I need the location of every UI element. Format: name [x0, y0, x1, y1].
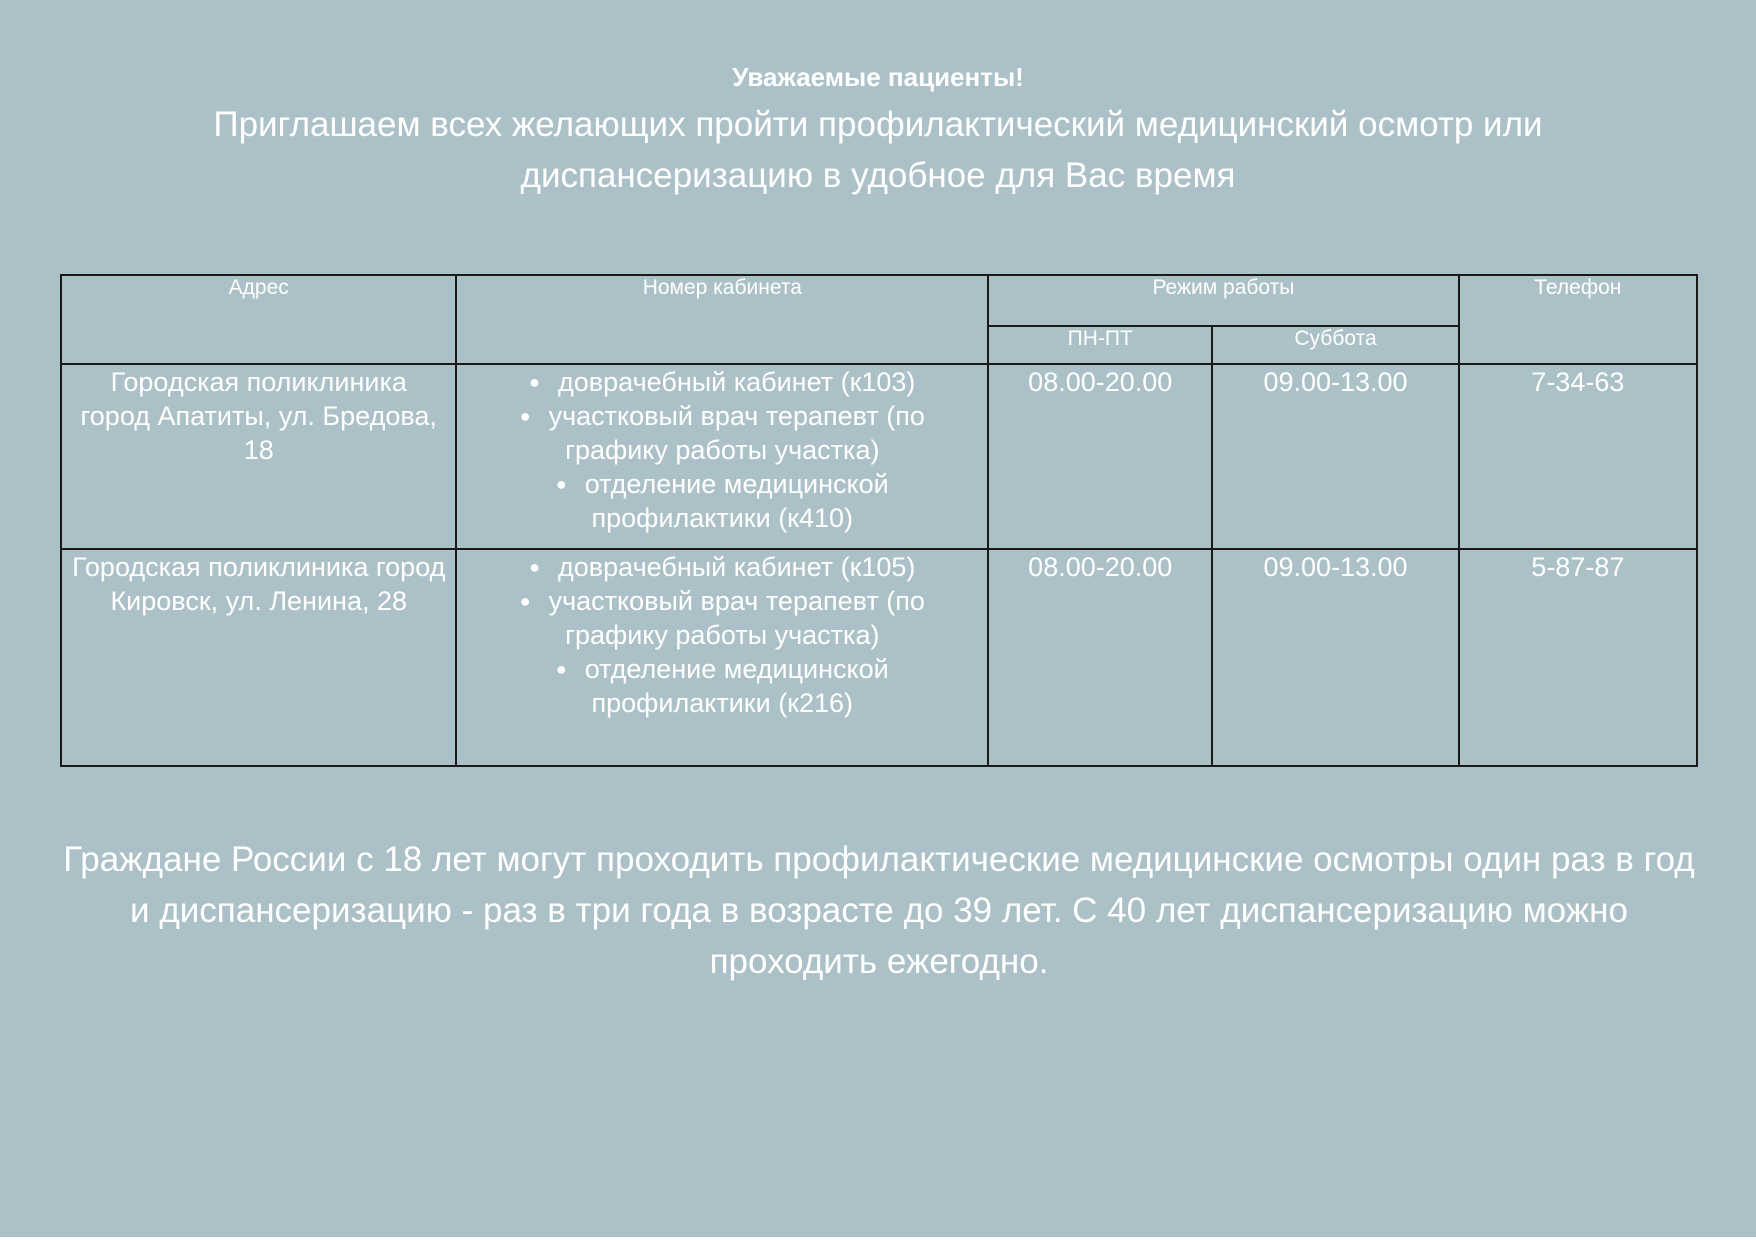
bullet-icon: ●	[529, 372, 541, 392]
column-header-saturday: Суббота	[1212, 326, 1458, 364]
rooms-list	[457, 550, 987, 720]
weekdays-hours: 08.00-20.00	[988, 549, 1212, 766]
column-header-weekdays: ПН-ПТ	[988, 326, 1212, 364]
bullet-icon: ●	[519, 591, 531, 611]
rooms-cell	[456, 364, 988, 549]
invitation-text: Приглашаем всех желающих пройти профилактический медицинский осмотр или диспансеризацию в удобное для Вас время	[213, 105, 1543, 195]
eligibility-note: Граждане России с 18 лет могут проходить профилактические медицинские осмотры один раз в год и диспансеризацию - раз в три года в возрасте до 39 лет. С 40 лет диспансеризацию можно проходить ежегодно.	[63, 840, 1695, 981]
address-text: Городская поликлиника город Кировск, ул. Ленина, 28	[72, 552, 446, 616]
table-row	[61, 549, 1697, 766]
address-cell	[61, 549, 456, 766]
phone-number: 7-34-63	[1459, 364, 1697, 549]
column-header-schedule: Режим работы	[988, 275, 1459, 326]
list-item: ● отделение медицинской профилактики (к216)	[555, 654, 889, 718]
phone-number: 5-87-87	[1459, 549, 1697, 766]
address-cell	[61, 364, 456, 549]
list-item: ● отделение медицинской профилактики (к410)	[555, 469, 889, 533]
saturday-hours: 09.00-13.00	[1212, 549, 1458, 766]
column-header-room: Номер кабинета	[456, 275, 988, 364]
list-item: ● участковый врач терапевт (по графику работы участка)	[519, 586, 925, 650]
list-item: ● доврачебный кабинет (к103)	[529, 367, 916, 397]
rooms-list	[457, 365, 987, 535]
address-text: Городская поликлиника город Апатиты, ул. Бредова, 18	[80, 367, 437, 465]
column-header-phone: Телефон	[1459, 275, 1697, 364]
bullet-icon: ●	[555, 659, 567, 679]
greeting-heading: Уважаемые пациенты!	[732, 62, 1024, 92]
weekdays-hours: 08.00-20.00	[988, 364, 1212, 549]
column-header-address: Адрес	[61, 275, 456, 364]
bullet-icon: ●	[555, 474, 567, 494]
rooms-cell	[456, 549, 988, 766]
saturday-hours: 09.00-13.00	[1212, 364, 1458, 549]
bullet-icon: ●	[529, 557, 541, 577]
bullet-icon: ●	[519, 406, 531, 426]
list-item: ● доврачебный кабинет (к105)	[529, 552, 916, 582]
list-item: ● участковый врач терапевт (по графику работы участка)	[519, 401, 925, 465]
schedule-table	[60, 274, 1698, 767]
table-row	[61, 364, 1697, 549]
